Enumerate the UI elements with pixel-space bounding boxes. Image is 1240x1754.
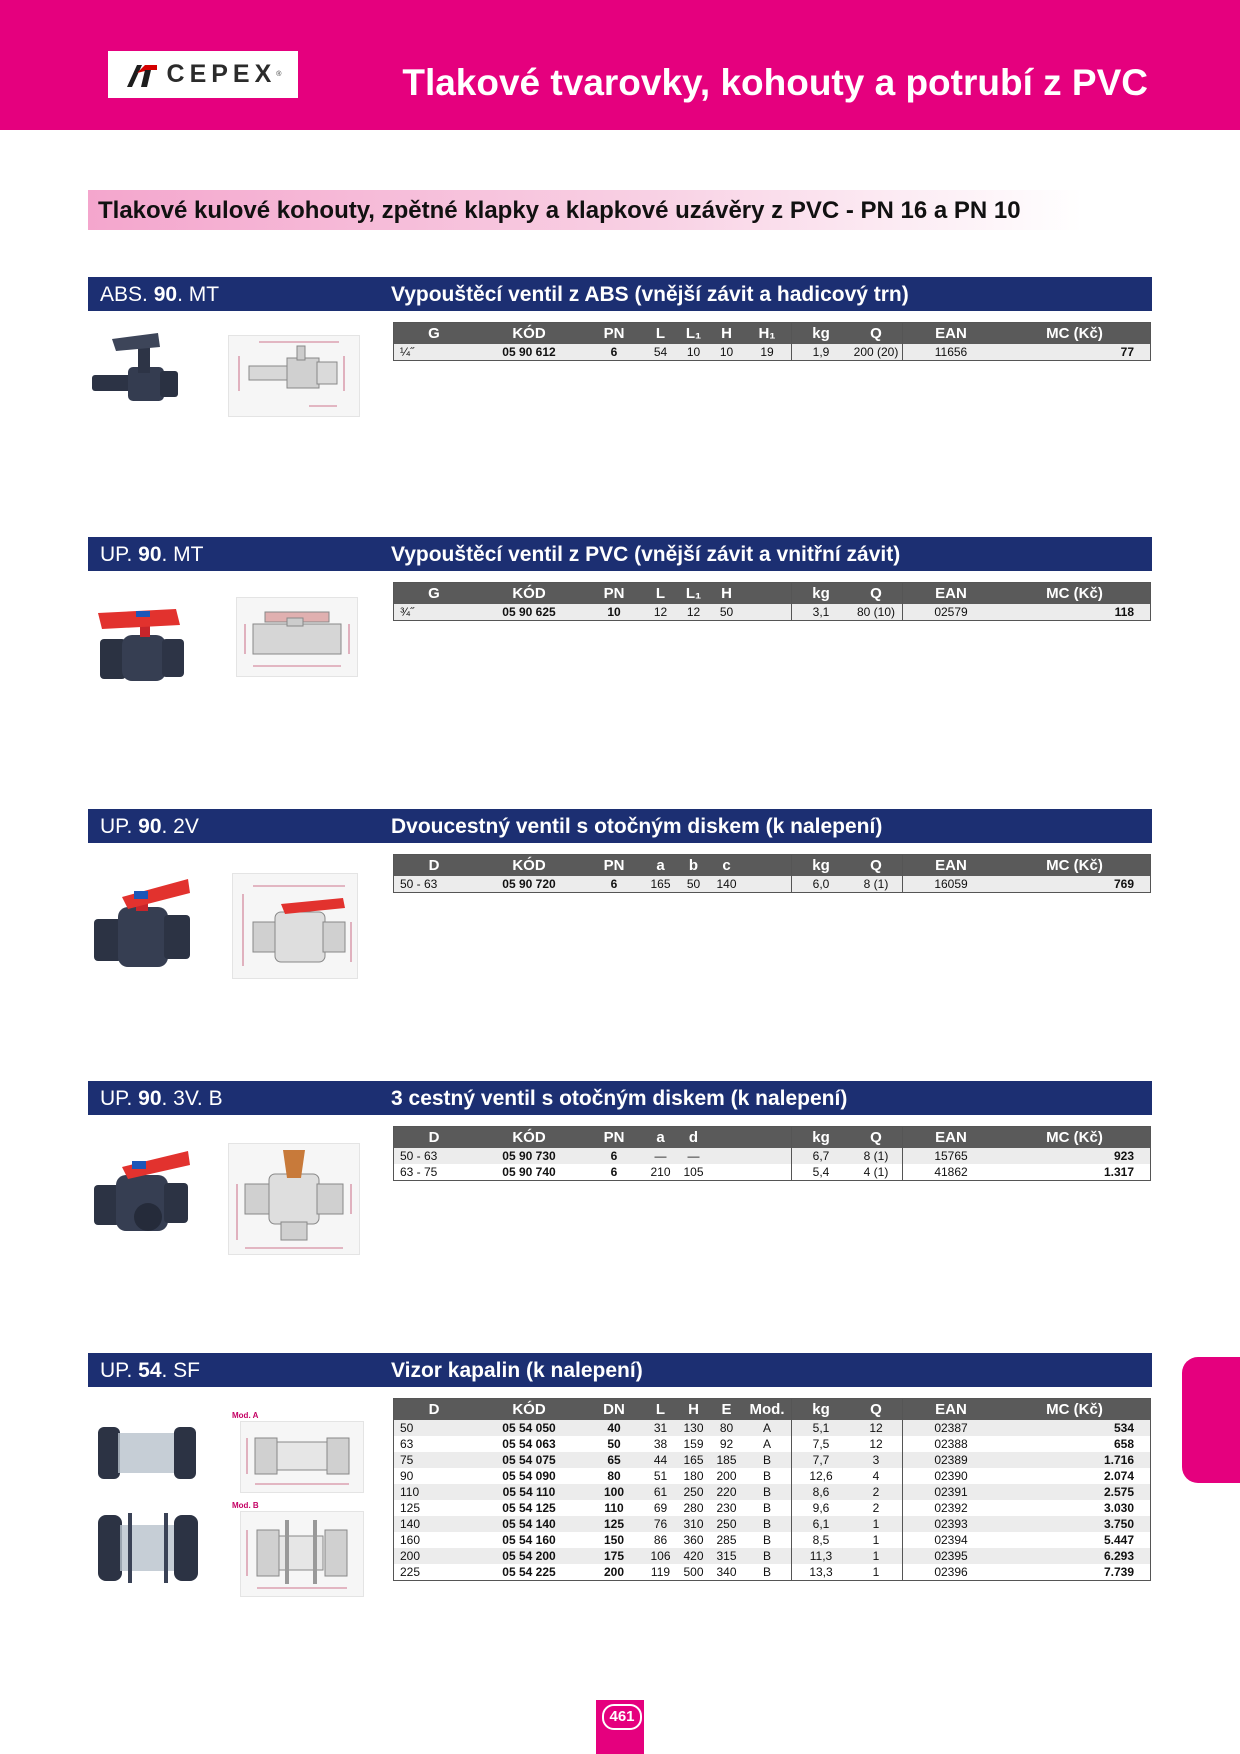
table-cell: 420 — [677, 1548, 710, 1564]
table-cell: 75 — [394, 1452, 475, 1468]
table-cell: 05 54 090 — [474, 1468, 584, 1484]
table-cell: 10 — [710, 344, 743, 361]
table-cell: 9,6 — [792, 1500, 851, 1516]
table-cell: 2.575 — [999, 1484, 1151, 1500]
table-cell: 200 — [710, 1468, 743, 1484]
table-row — [394, 1468, 1151, 1484]
table-header-row — [394, 855, 1151, 877]
table-cell: 05 90 740 — [474, 1164, 584, 1181]
table-row — [394, 1516, 1151, 1532]
table-cell: 769 — [999, 876, 1151, 893]
col-header: G — [394, 583, 475, 605]
table-cell: 50 - 63 — [394, 876, 475, 893]
col-header: MC (Kč) — [999, 583, 1151, 605]
col-header: H — [710, 323, 743, 345]
spec-table — [393, 1398, 1151, 1581]
col-header: Mod. — [743, 1399, 792, 1421]
table-cell: 6,7 — [792, 1148, 851, 1164]
col-header: E — [710, 1399, 743, 1421]
col-header: PN — [584, 1127, 644, 1149]
col-header: H — [677, 1399, 710, 1421]
table-cell: 05 54 200 — [474, 1548, 584, 1564]
table-cell: 61 — [644, 1484, 677, 1500]
table-cell: 6 — [584, 876, 644, 893]
col-header: c — [710, 855, 743, 877]
product-code: ABS. 90. MT — [100, 283, 220, 306]
table-cell: 05 90 625 — [474, 604, 584, 621]
table-cell — [710, 1164, 743, 1181]
table-cell: 12 — [677, 604, 710, 621]
table-cell: — — [644, 1148, 677, 1164]
table-cell: 12,6 — [792, 1468, 851, 1484]
table-cell: 130 — [677, 1420, 710, 1436]
col-header: a — [644, 855, 677, 877]
table-cell: 05 54 160 — [474, 1532, 584, 1548]
table-cell: 185 — [710, 1452, 743, 1468]
table-cell: 250 — [677, 1484, 710, 1500]
table-cell: 8,6 — [792, 1484, 851, 1500]
table-cell: 12 — [850, 1420, 903, 1436]
table-cell: ¾˝ — [394, 604, 475, 621]
table-cell: 12 — [644, 604, 677, 621]
col-header: D — [394, 1399, 475, 1421]
table-cell: 6 — [584, 1164, 644, 1181]
col-header: EAN — [903, 1127, 1000, 1149]
col-header: kg — [792, 1127, 851, 1149]
table-cell: 05 54 050 — [474, 1420, 584, 1436]
col-header: EAN — [903, 323, 1000, 345]
table-cell: 125 — [584, 1516, 644, 1532]
col-header: H — [710, 583, 743, 605]
product-photo — [92, 327, 202, 417]
table-cell: 05 54 225 — [474, 1564, 584, 1581]
table-cell: 54 — [644, 344, 677, 361]
table-cell: 50 — [584, 1436, 644, 1452]
spec-table — [393, 582, 1151, 621]
table-cell: 02395 — [903, 1548, 1000, 1564]
table-cell: 175 — [584, 1548, 644, 1564]
table-row — [394, 1484, 1151, 1500]
table-cell: 63 — [394, 1436, 475, 1452]
table-cell: 159 — [677, 1436, 710, 1452]
table-cell: 63 - 75 — [394, 1164, 475, 1181]
table-cell: 180 — [677, 1468, 710, 1484]
table-cell: 31 — [644, 1420, 677, 1436]
table-cell: 6.293 — [999, 1548, 1151, 1564]
table-cell: 80 — [710, 1420, 743, 1436]
table-cell: B — [743, 1548, 792, 1564]
table-cell: B — [743, 1484, 792, 1500]
table-cell — [743, 604, 792, 621]
table-row — [394, 604, 1151, 621]
table-cell: 500 — [677, 1564, 710, 1581]
table-header-row — [394, 323, 1151, 345]
table-cell: 02387 — [903, 1420, 1000, 1436]
technical-drawing — [228, 335, 360, 417]
table-cell: 15765 — [903, 1148, 1000, 1164]
col-header: Q — [850, 855, 903, 877]
table-cell: 2.074 — [999, 1468, 1151, 1484]
table-cell: 125 — [394, 1500, 475, 1516]
table-cell: 140 — [394, 1516, 475, 1532]
col-header — [743, 855, 792, 877]
table-cell — [743, 1148, 792, 1164]
col-header: DN — [584, 1399, 644, 1421]
table-cell: 230 — [710, 1500, 743, 1516]
table-cell: 05 90 612 — [474, 344, 584, 361]
mod-a-label: Mod. A — [232, 1411, 259, 1420]
col-header: MC (Kč) — [999, 323, 1151, 345]
table-cell: 92 — [710, 1436, 743, 1452]
product-photo — [96, 603, 196, 689]
table-cell: 119 — [644, 1564, 677, 1581]
table-cell: 16059 — [903, 876, 1000, 893]
table-cell: 02394 — [903, 1532, 1000, 1548]
product-bar — [88, 537, 1152, 571]
table-cell: ¼˝ — [394, 344, 475, 361]
table-cell: 02392 — [903, 1500, 1000, 1516]
table-cell: 02388 — [903, 1436, 1000, 1452]
chapter-side-tab — [1182, 1357, 1240, 1483]
col-header: L — [644, 323, 677, 345]
table-cell: 80 — [584, 1468, 644, 1484]
table-cell: 51 — [644, 1468, 677, 1484]
table-cell: 1 — [850, 1516, 903, 1532]
section-subheading — [88, 190, 1083, 230]
product-photo — [92, 1145, 202, 1245]
table-cell: 02389 — [903, 1452, 1000, 1468]
table-cell: 220 — [710, 1484, 743, 1500]
table-cell: 1.716 — [999, 1452, 1151, 1468]
table-cell: 80 (10) — [850, 604, 903, 621]
table-cell: 69 — [644, 1500, 677, 1516]
product-title: Vizor kapalin (k nalepení) — [391, 1359, 643, 1382]
table-cell: 106 — [644, 1548, 677, 1564]
table-cell: 285 — [710, 1532, 743, 1548]
table-cell: 2 — [850, 1484, 903, 1500]
subheading-text: Tlakové kulové kohouty, zpětné klapky a klapkové uzávěry z PVC - PN 16 a PN 10 — [98, 197, 1021, 224]
table-cell: 315 — [710, 1548, 743, 1564]
table-cell: 2 — [850, 1500, 903, 1516]
col-header: Q — [850, 1127, 903, 1149]
product-title: 3 cestný ventil s otočným diskem (k nalepení) — [391, 1087, 848, 1110]
table-cell: 44 — [644, 1452, 677, 1468]
col-header — [743, 1127, 792, 1149]
col-header: b — [677, 855, 710, 877]
table-cell: 6,0 — [792, 876, 851, 893]
table-cell: 19 — [743, 344, 792, 361]
table-row — [394, 1500, 1151, 1516]
col-header: D — [394, 1127, 475, 1149]
table-cell: 4 — [850, 1468, 903, 1484]
logo-text: CEPEX — [166, 60, 277, 88]
product-bar — [88, 1353, 1152, 1387]
table-cell: B — [743, 1452, 792, 1468]
table-cell: 360 — [677, 1532, 710, 1548]
spec-table — [393, 1126, 1151, 1181]
table-cell: 02390 — [903, 1468, 1000, 1484]
table-cell: 100 — [584, 1484, 644, 1500]
table-cell: B — [743, 1500, 792, 1516]
table-cell: A — [743, 1420, 792, 1436]
table-cell: 340 — [710, 1564, 743, 1581]
table-cell: 50 — [394, 1420, 475, 1436]
col-header: Q — [850, 583, 903, 605]
table-cell: 50 — [710, 604, 743, 621]
table-cell: 5,1 — [792, 1420, 851, 1436]
table-cell — [743, 876, 792, 893]
table-cell: 105 — [677, 1164, 710, 1181]
table-cell: 86 — [644, 1532, 677, 1548]
col-header: PN — [584, 323, 644, 345]
table-cell: 13,3 — [792, 1564, 851, 1581]
table-cell: 225 — [394, 1564, 475, 1581]
table-cell: 923 — [999, 1148, 1151, 1164]
table-cell: 76 — [644, 1516, 677, 1532]
table-cell: 200 — [584, 1564, 644, 1581]
col-header: L₁ — [677, 323, 710, 345]
table-cell: 6,1 — [792, 1516, 851, 1532]
table-cell: 310 — [677, 1516, 710, 1532]
table-cell: 02393 — [903, 1516, 1000, 1532]
product-bar — [88, 1081, 1152, 1115]
technical-drawing — [228, 1143, 360, 1255]
col-header: H₁ — [743, 323, 792, 345]
table-cell: B — [743, 1564, 792, 1581]
table-cell: 110 — [584, 1500, 644, 1516]
table-cell: 200 (20) — [850, 344, 903, 361]
col-header: L — [644, 1399, 677, 1421]
table-cell: 05 54 075 — [474, 1452, 584, 1468]
product-bar — [88, 809, 1152, 843]
table-cell: 7,5 — [792, 1436, 851, 1452]
col-header: EAN — [903, 1399, 1000, 1421]
product-bar — [88, 277, 1152, 311]
col-header: PN — [584, 855, 644, 877]
table-cell: 7,7 — [792, 1452, 851, 1468]
col-header: KÓD — [474, 1127, 584, 1149]
table-cell: 77 — [999, 344, 1151, 361]
table-cell: 160 — [394, 1532, 475, 1548]
table-cell: 05 54 125 — [474, 1500, 584, 1516]
col-header: D — [394, 855, 475, 877]
technical-drawing-mod-b — [240, 1511, 364, 1597]
table-cell: 05 90 720 — [474, 876, 584, 893]
table-cell: 1 — [850, 1532, 903, 1548]
table-cell: B — [743, 1532, 792, 1548]
mod-b-label: Mod. B — [232, 1501, 259, 1510]
col-header: Q — [850, 1399, 903, 1421]
table-cell: 3,1 — [792, 604, 851, 621]
product-photo-mod-b — [98, 1503, 198, 1593]
col-header: L — [644, 583, 677, 605]
table-cell: 11,3 — [792, 1548, 851, 1564]
col-header: KÓD — [474, 323, 584, 345]
page-header — [0, 0, 1240, 130]
product-title: Vypouštěcí ventil z ABS (vnější závit a hadicový trn) — [391, 283, 909, 306]
product-code: UP. 90. 3V. B — [100, 1087, 223, 1110]
technical-drawing-mod-a — [240, 1421, 364, 1493]
col-header: kg — [792, 855, 851, 877]
product-code: UP. 90. MT — [100, 543, 204, 566]
table-cell: 7.739 — [999, 1564, 1151, 1581]
table-row — [394, 1532, 1151, 1548]
table-row — [394, 344, 1151, 361]
product-code: UP. 54. SF — [100, 1359, 201, 1382]
table-cell: 8 (1) — [850, 1148, 903, 1164]
product-photo — [92, 873, 202, 983]
table-row — [394, 1420, 1151, 1436]
table-cell: 5.447 — [999, 1532, 1151, 1548]
table-row — [394, 1564, 1151, 1581]
col-header: PN — [584, 583, 644, 605]
logo-registered-mark: ® — [276, 71, 282, 78]
table-cell: B — [743, 1468, 792, 1484]
table-cell: 8 (1) — [850, 876, 903, 893]
table-cell: 210 — [644, 1164, 677, 1181]
col-header: L₁ — [677, 583, 710, 605]
col-header: EAN — [903, 583, 1000, 605]
table-cell: 165 — [644, 876, 677, 893]
product-photo-mod-a — [98, 1417, 198, 1489]
col-header: MC (Kč) — [999, 855, 1151, 877]
table-cell: 12 — [850, 1436, 903, 1452]
page-number: 461 — [602, 1704, 642, 1730]
table-cell: 38 — [644, 1436, 677, 1452]
table-cell: 05 54 063 — [474, 1436, 584, 1452]
table-cell: 1 — [850, 1548, 903, 1564]
table-cell: 50 — [677, 876, 710, 893]
table-cell: 10 — [677, 344, 710, 361]
table-cell: 02579 — [903, 604, 1000, 621]
technical-drawing — [232, 873, 358, 979]
table-cell: 118 — [999, 604, 1151, 621]
table-cell: 250 — [710, 1516, 743, 1532]
col-header: kg — [792, 323, 851, 345]
table-cell: 200 — [394, 1548, 475, 1564]
table-cell: 110 — [394, 1484, 475, 1500]
table-row — [394, 1452, 1151, 1468]
table-cell: 02391 — [903, 1484, 1000, 1500]
product-code: UP. 90. 2V — [100, 815, 199, 838]
col-header: kg — [792, 1399, 851, 1421]
table-row — [394, 1164, 1151, 1181]
col-header: EAN — [903, 855, 1000, 877]
table-cell: 65 — [584, 1452, 644, 1468]
table-cell: 3.750 — [999, 1516, 1151, 1532]
table-cell: 1 — [850, 1564, 903, 1581]
product-title: Vypouštěcí ventil z PVC (vnější závit a vnitřní závit) — [391, 543, 901, 566]
table-cell: 534 — [999, 1420, 1151, 1436]
col-header: kg — [792, 583, 851, 605]
col-header — [710, 1127, 743, 1149]
table-cell: 1.317 — [999, 1164, 1151, 1181]
table-cell: 10 — [584, 604, 644, 621]
table-cell: 05 54 110 — [474, 1484, 584, 1500]
table-row — [394, 1148, 1151, 1164]
table-row — [394, 876, 1151, 893]
table-cell: 280 — [677, 1500, 710, 1516]
table-cell: 5,4 — [792, 1164, 851, 1181]
technical-drawing — [236, 597, 358, 677]
table-cell: 40 — [584, 1420, 644, 1436]
table-cell: 3.030 — [999, 1500, 1151, 1516]
table-cell: 140 — [710, 876, 743, 893]
col-header: KÓD — [474, 583, 584, 605]
table-header-row — [394, 583, 1151, 605]
table-cell: B — [743, 1516, 792, 1532]
spec-table — [393, 854, 1151, 893]
col-header: KÓD — [474, 1399, 584, 1421]
table-cell: 150 — [584, 1532, 644, 1548]
table-cell — [710, 1148, 743, 1164]
table-cell: 165 — [677, 1452, 710, 1468]
table-cell: 05 90 730 — [474, 1148, 584, 1164]
table-cell: 6 — [584, 1148, 644, 1164]
table-cell: 6 — [584, 344, 644, 361]
table-cell: 05 54 140 — [474, 1516, 584, 1532]
page-title: Tlakové tvarovky, kohouty a potrubí z PVC — [402, 62, 1148, 103]
table-cell: — — [677, 1148, 710, 1164]
col-header: G — [394, 323, 475, 345]
table-cell — [743, 1164, 792, 1181]
table-cell: 1,9 — [792, 344, 851, 361]
table-row — [394, 1548, 1151, 1564]
table-cell: 50 - 63 — [394, 1148, 475, 1164]
col-header: d — [677, 1127, 710, 1149]
cepex-logo — [108, 51, 298, 98]
spec-table — [393, 322, 1151, 361]
col-header: MC (Kč) — [999, 1127, 1151, 1149]
table-header-row — [394, 1127, 1151, 1149]
table-cell: 8,5 — [792, 1532, 851, 1548]
table-row — [394, 1436, 1151, 1452]
col-header: Q — [850, 323, 903, 345]
table-cell: 4 (1) — [850, 1164, 903, 1181]
cepex-logo-icon — [125, 61, 159, 89]
table-cell: 3 — [850, 1452, 903, 1468]
table-cell: 41862 — [903, 1164, 1000, 1181]
col-header: MC (Kč) — [999, 1399, 1151, 1421]
col-header — [743, 583, 792, 605]
table-cell: 11656 — [903, 344, 1000, 361]
col-header: a — [644, 1127, 677, 1149]
product-title: Dvoucestný ventil s otočným diskem (k nalepení) — [391, 815, 883, 838]
table-cell: A — [743, 1436, 792, 1452]
table-cell: 90 — [394, 1468, 475, 1484]
table-cell: 02396 — [903, 1564, 1000, 1581]
table-header-row — [394, 1399, 1151, 1421]
col-header: KÓD — [474, 855, 584, 877]
table-cell: 658 — [999, 1436, 1151, 1452]
